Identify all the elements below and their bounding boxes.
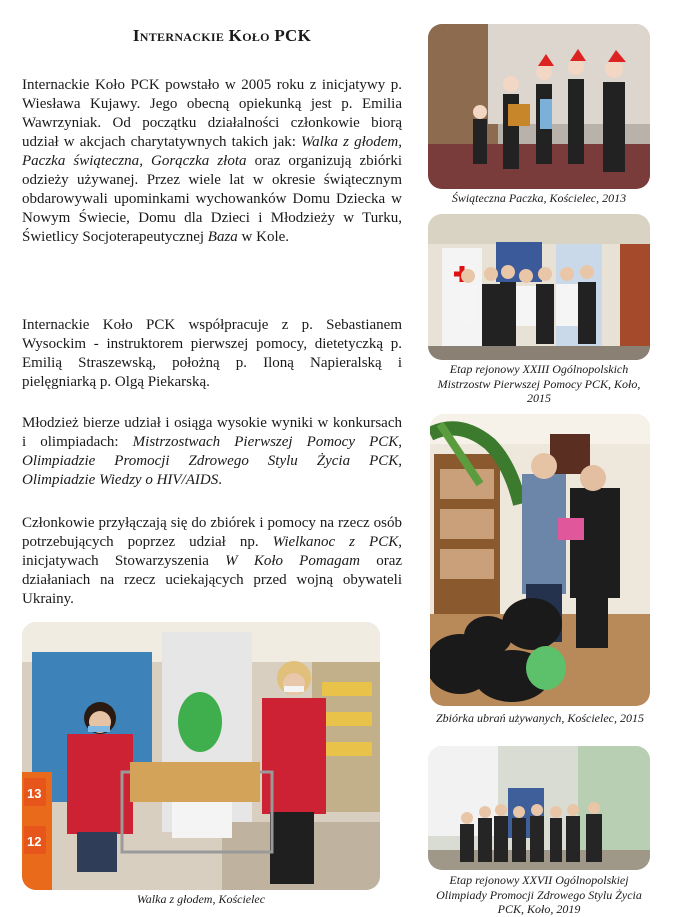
price-label-1: 13 bbox=[27, 786, 42, 801]
photo-health-olympiad bbox=[428, 746, 650, 870]
paragraph-collections: Członkowie przyłączają się do zbiórek i pomocy na rzecz osób potrzebujących poprzez udział np. Wielkanoc z PCK, inicjatywach Stowarzyszenia W Koło Pomagam oraz działaniach na rzecz uciekających przed wojną obywateli Ukrainy. bbox=[22, 515, 403, 607]
caption-fight-hunger: Walka z głodem, Kościelec bbox=[136, 892, 266, 906]
photo-clothes-collection bbox=[430, 414, 650, 706]
photo-fight-hunger bbox=[22, 622, 380, 890]
caption-christmas-package: Świąteczna Paczka, Kościelec, 2013 bbox=[451, 191, 627, 205]
paragraph-cooperation: Internackie Koło PCK współpracuje z p. Sebastianem Wysockim - instruktorem pierwszej pomocy, dietetyczką p. Emilią Straszewską, położną p. Iloną Napieralską i pielęgniarką p. Olgą Piekarską. bbox=[22, 317, 402, 390]
page-title: Internackie Koło PCK bbox=[132, 26, 312, 45]
caption-clothes-collection: Zbiórka ubrań używanych, Kościelec, 2015 bbox=[436, 711, 644, 725]
paragraph-history: Internackie Koło PCK powstało w 2005 roku z inicjatywy p. Wiesława Kujawy. Jego obecną opiekunką jest p. Emilia Wawrzyniak. Od początku działalności członkowie biorą udział w akcjach charytatywnych takich jak: Walka z głodem, Paczka świąteczna, Gorączka złota oraz organizują zbiórki odzieży używanej. Przez wiele lat w okresie świątecznym obdarowywali upominkami wychowanków Domu Dziecka w Nowym Świecie, Domu dla Dzieci i Młodzieży w Turku, Świetlicy Socjoterapeutycznej Baza w Kole. bbox=[22, 77, 402, 245]
photo-first-aid-championship bbox=[428, 214, 650, 360]
price-label-2: 12 bbox=[27, 834, 42, 849]
paragraph-competitions: Młodzież bierze udział i osiąga wysokie wyniki w konkursach i olimpiadach: Mistrzostwach Pierwszej Pomocy PCK, Olimpiadzie Promocji Zdrowego Stylu Życia PCK, Olimpiadzie Wiedzy o HIV/AIDS. bbox=[22, 415, 402, 488]
caption-health-olympiad: Etap rejonowy XXVII Ogólnopolskiej Olimpiady Promocji Zdrowego Stylu Życia PCK, Koło, 2019 bbox=[436, 873, 642, 916]
caption-first-aid-championship: Etap rejonowy XXIII Ogólnopolskich Mistrzostw Pierwszej Pomocy PCK, Koło, 2015 bbox=[437, 362, 641, 405]
photo-christmas-package bbox=[428, 24, 650, 189]
